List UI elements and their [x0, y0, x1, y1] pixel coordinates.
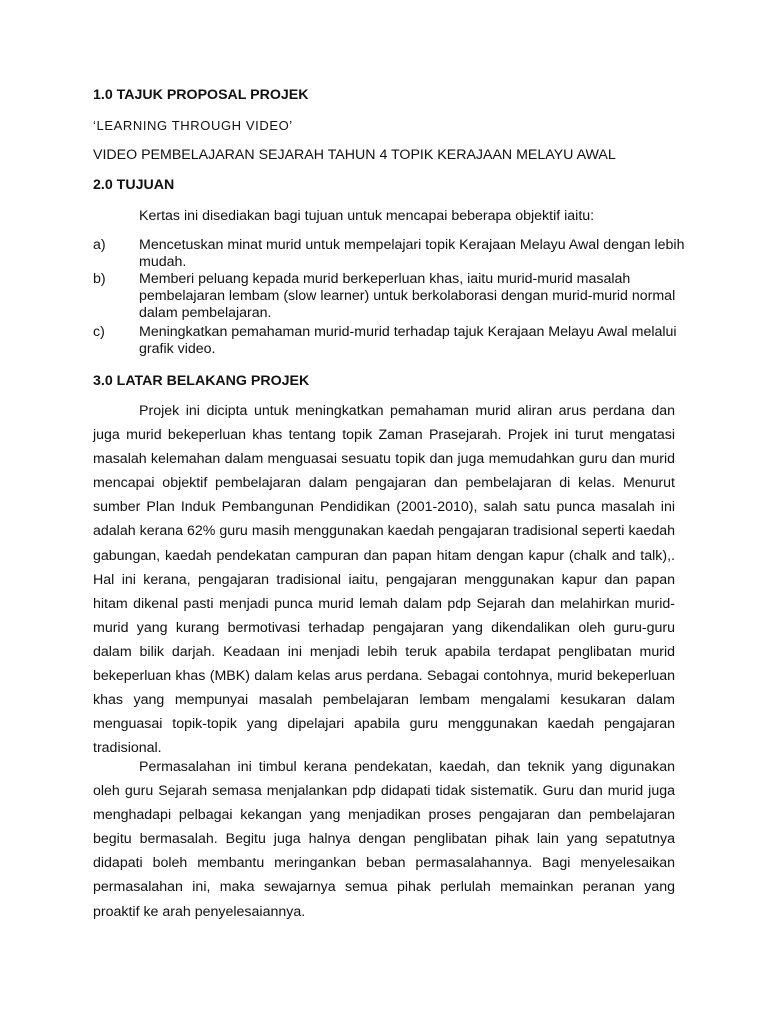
heading-tujuan: 2.0 TUJUAN: [93, 177, 175, 193]
list-text: Mencetuskan minat murid untuk mempelajari topik Kerajaan Melayu Awal dengan lebih mudah.: [139, 237, 685, 270]
subtitle-malay: VIDEO PEMBELAJARAN SEJARAH TAHUN 4 TOPIK KERAJAAN MELAYU AWAL: [93, 147, 616, 163]
list-marker: a): [93, 237, 106, 253]
list-text: Memberi peluang kepada murid berkeperluan khas, iaitu murid-murid masalah pembelajaran lembam (slow learner) untuk berkolaborasi dengan murid-murid normal dalam pembelajaran.: [139, 271, 676, 321]
list-marker: c): [93, 324, 105, 340]
list-text: Meningkatkan pemahaman murid-murid terhadap tajuk Kerajaan Melayu Awal melalui grafik video.: [139, 324, 677, 357]
paragraph-latar-belakang-2: Permasalahan ini timbul kerana pendekatan, kaedah, dan teknik yang digunakan oleh guru Sejarah semasa menjalankan pdp didapati tidak sistematik. Guru dan murid juga menghadapi pelbagai kekangan yang menjadikan proses pengajaran dan pembelajaran begitu bermasalah. Begitu juga halnya dengan penglibatan pihak lain yang sepatutnya didapati boleh membantu meringankan beban permasalahannya. Bagi menyelesaikan permasalahan ini, maka sewajarnya semua pihak perlulah memainkan peranan yang proaktif ke arah penyelesaiannya.: [93, 759, 675, 920]
heading-tajuk-proposal: 1.0 TAJUK PROPOSAL PROJEK: [93, 87, 309, 103]
paragraph-latar-belakang-1: Projek ini dicipta untuk meningkatkan pemahaman murid aliran arus perdana dan juga murid bekeperluan khas tentang topik Zaman Prasejarah. Projek ini turut mengatasi masalah kelemahan dalam menguasai sesuatu topik dan juga memudahkan guru dan murid mencapai objektif pembelajaran dalam pengajaran dan pembelajaran di kelas. Menurut sumber Plan Induk Pembangunan Pendidikan (2001-2010), salah satu punca masalah ini adalah kerana 62% guru masih menggunakan kaedah pengajaran tradisional seperti kaedah gabungan, kaedah pendekatan campuran dan papan hitam dengan kapur (chalk and talk),. Hal ini kerana, pengajaran tradisional iaitu, pengajaran menggunakan kapur dan papan hitam dikenal pasti menjadi punca murid lemah dalam pdp Sejarah dan melahirkan murid-murid yang kurang bermotivasi terhadap pengajaran yang dikendalikan oleh guru-guru dalam bilik darjah. Keadaan ini menjadi lebih teruk apabila terdapat penglibatan murid bekeperluan khas (MBK) dalam kelas arus perdana. Sebagai contohnya, murid bekeperluan khas yang mempunyai masalah pembelajaran lembam mengalami kesukaran dalam menguasai topik-topik yang dipelajari apabila guru menggunakan kaedah pengajaran tradisional.: [93, 403, 675, 757]
heading-latar-belakang: 3.0 LATAR BELAKANG PROJEK: [93, 373, 310, 389]
tujuan-intro: Kertas ini disediakan bagi tujuan untuk mencapai beberapa objektif iaitu:: [139, 208, 595, 224]
list-marker: b): [93, 271, 106, 287]
subtitle-english: ‘LEARNING THROUGH VIDEO’: [93, 118, 293, 133]
